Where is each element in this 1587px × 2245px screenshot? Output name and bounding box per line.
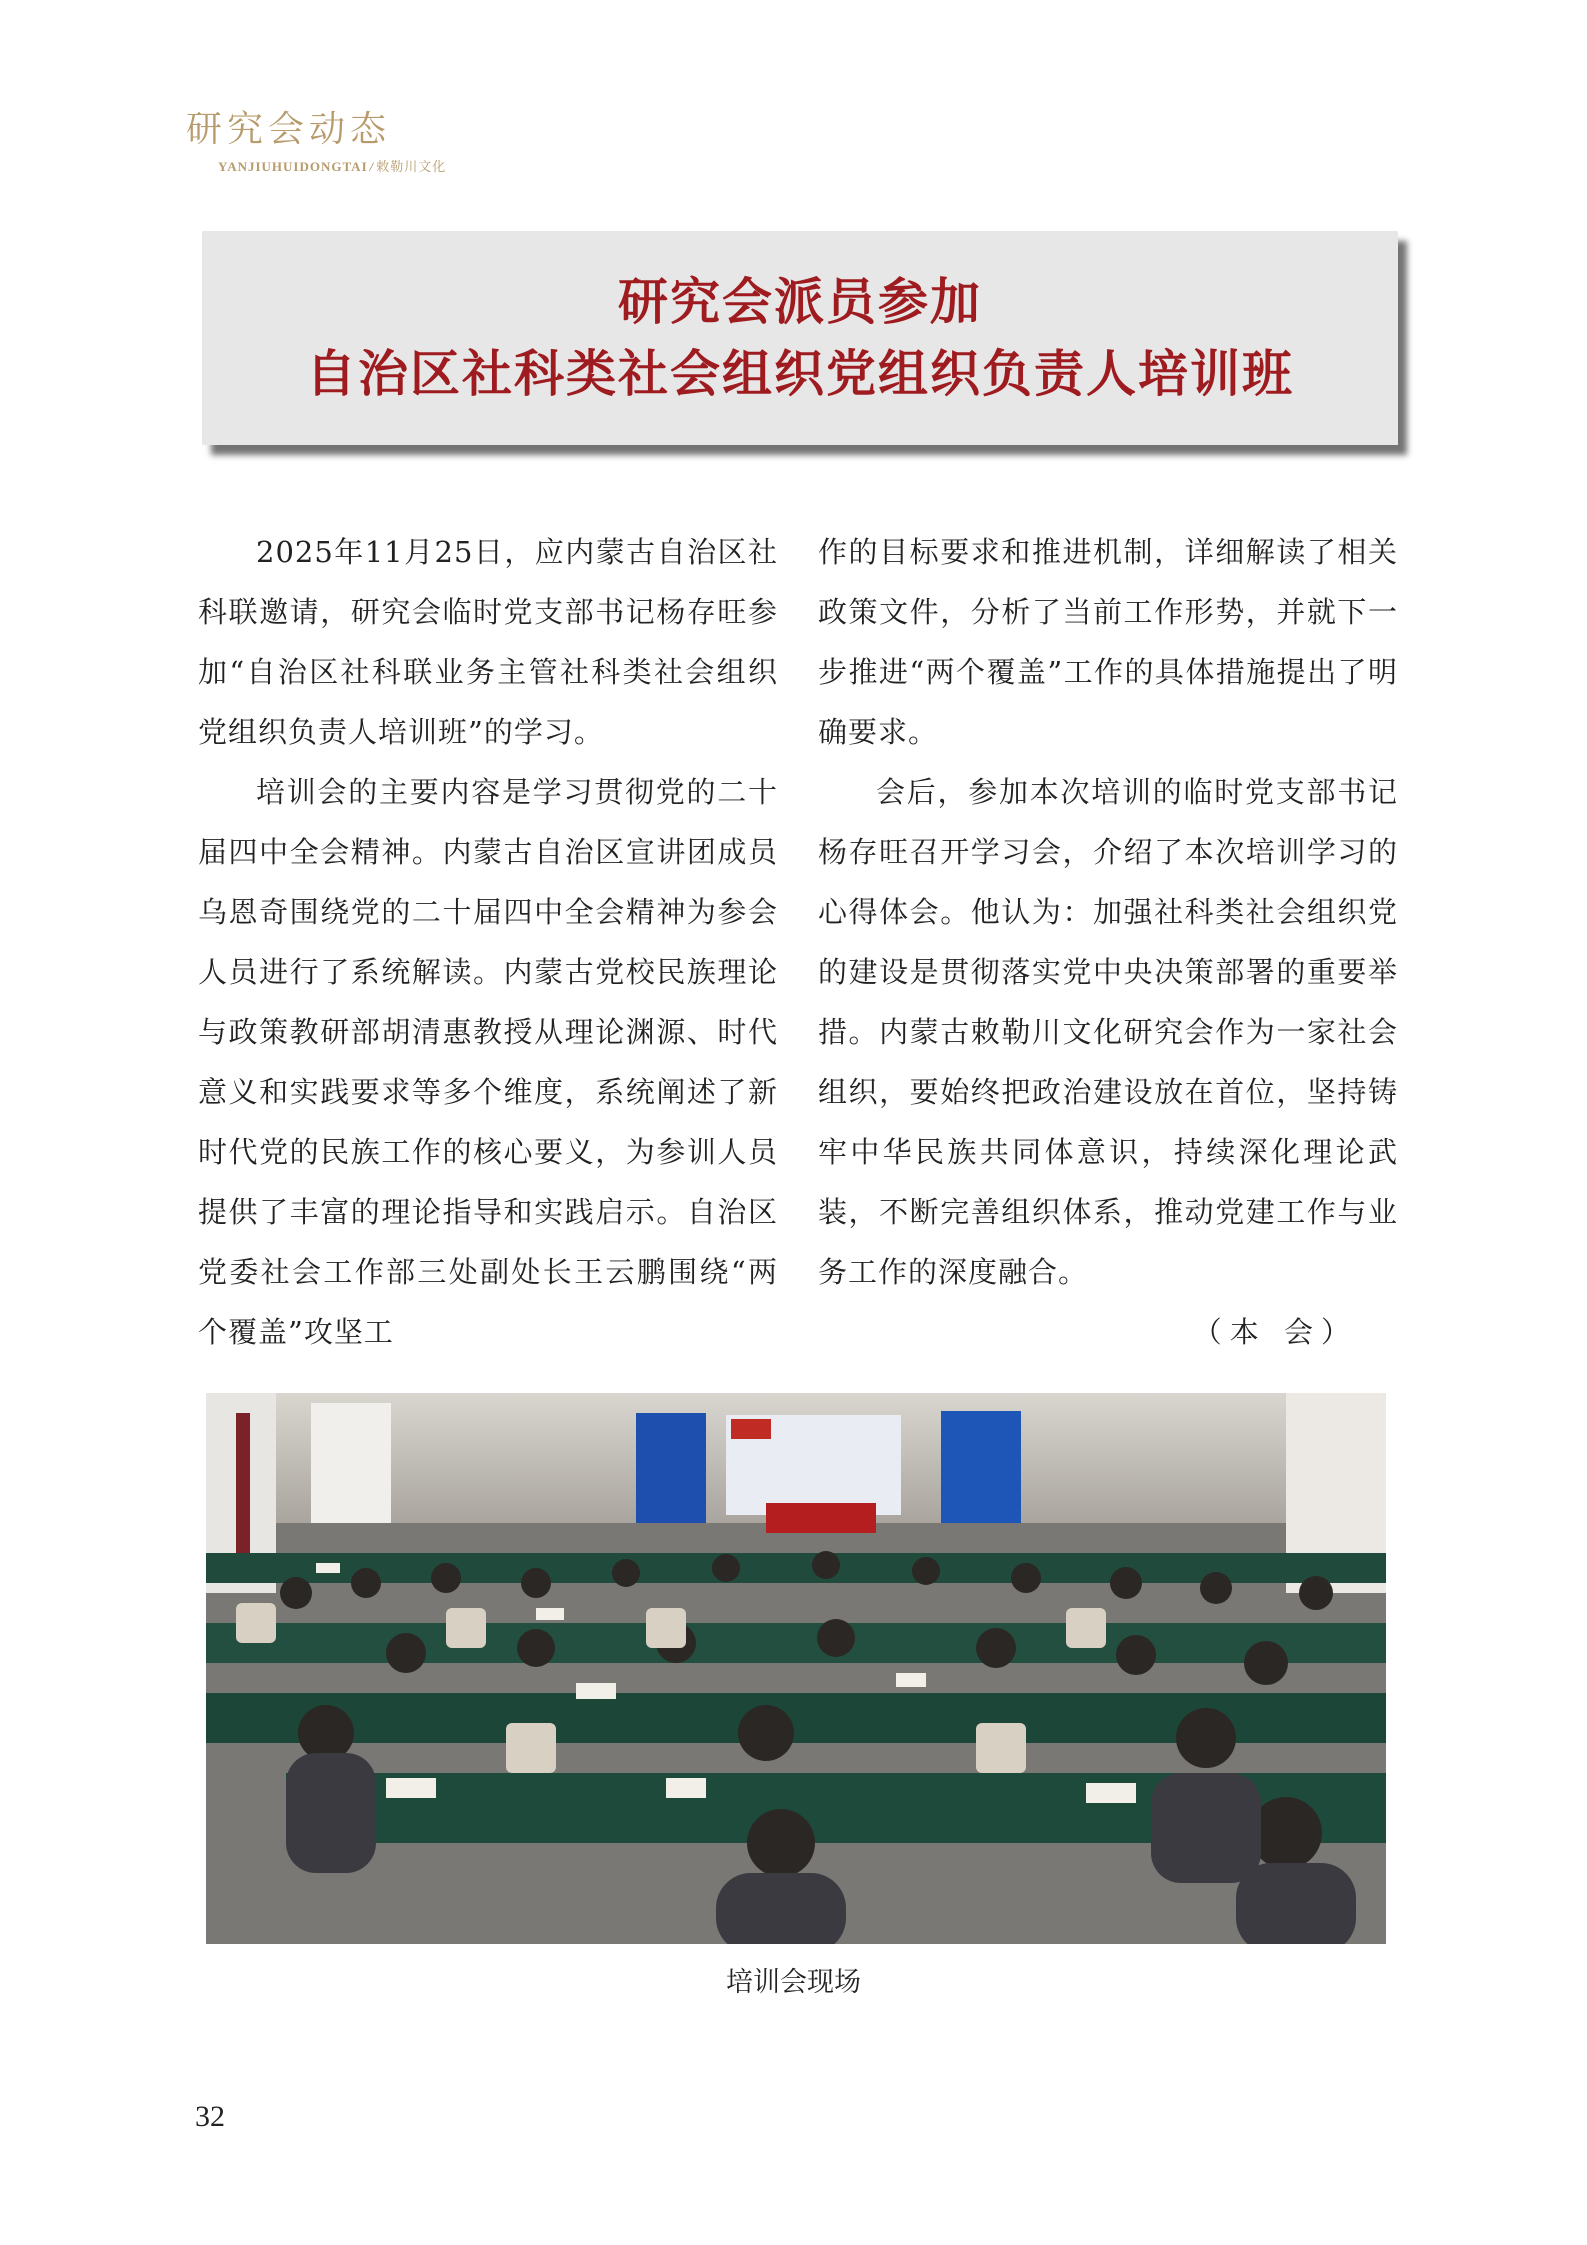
body-column-left xyxy=(198,522,778,1362)
paragraph-1: 2025年11月25日，应内蒙古自治区社科联邀请，研究会临时党支部书记杨存旺参加“自治区社科联业务主管社科类社会组织党组织负责人培训班”的学习。 xyxy=(198,535,778,749)
body-column-right xyxy=(818,522,1398,1362)
section-header xyxy=(186,109,447,175)
section-title: 研究会动态 xyxy=(186,109,392,150)
header-separator: / xyxy=(369,159,375,174)
section-subtitle xyxy=(186,156,446,175)
paragraph-2: 培训会的主要内容是学习贯彻党的二十届四中全会精神。内蒙古自治区宣讲团成员乌恩奇围绕党的二十届四中全会精神为参会人员进行了系统解读。内蒙古党校民族理论与政策教研部胡清惠教授从理论渊源、时代意义和实践要求等多个维度，系统阐述了新时代党的民族工作的核心要义，为参训人员提供了丰富的理论指导和实践启示。自治区党委社会工作部三处副处长王云鹏围绕“两个覆盖”攻坚工 xyxy=(198,775,778,1349)
article-title-line-1: 研究会派员参加 xyxy=(618,273,982,331)
training-session-photo xyxy=(206,1393,1386,1944)
section-pinyin: YANJIUHUIDONGTAI xyxy=(218,159,368,174)
article-title-line-2: 自治区社科类社会组织党组织负责人培训班 xyxy=(306,345,1294,403)
photo-illustration xyxy=(206,1393,1386,1944)
page-number: 32 xyxy=(195,2100,225,2133)
photo-caption: 培训会现场 xyxy=(726,1967,861,1998)
author-signature: （本 会） xyxy=(1192,1315,1358,1349)
publication-name: 敕勒川文化 xyxy=(376,159,447,174)
paragraph-2-continued: 作的目标要求和推进机制，详细解读了相关政策文件，分析了当前工作形势，并就下一步推进“两个覆盖”工作的具体措施提出了明确要求。 xyxy=(818,535,1398,749)
paragraph-3: 会后，参加本次培训的临时党支部书记杨存旺召开学习会，介绍了本次培训学习的心得体会。他认为：加强社科类社会组织党的建设是贯彻落实党中央决策部署的重要举措。内蒙古敕勒川文化研究会作为一家社会组织，要始终把政治建设放在首位，坚持铸牢中华民族共同体意识，持续深化理论武装，不断完善组织体系，推动党建工作与业务工作的深度融合。 xyxy=(818,775,1398,1289)
article-title-box xyxy=(202,231,1398,445)
